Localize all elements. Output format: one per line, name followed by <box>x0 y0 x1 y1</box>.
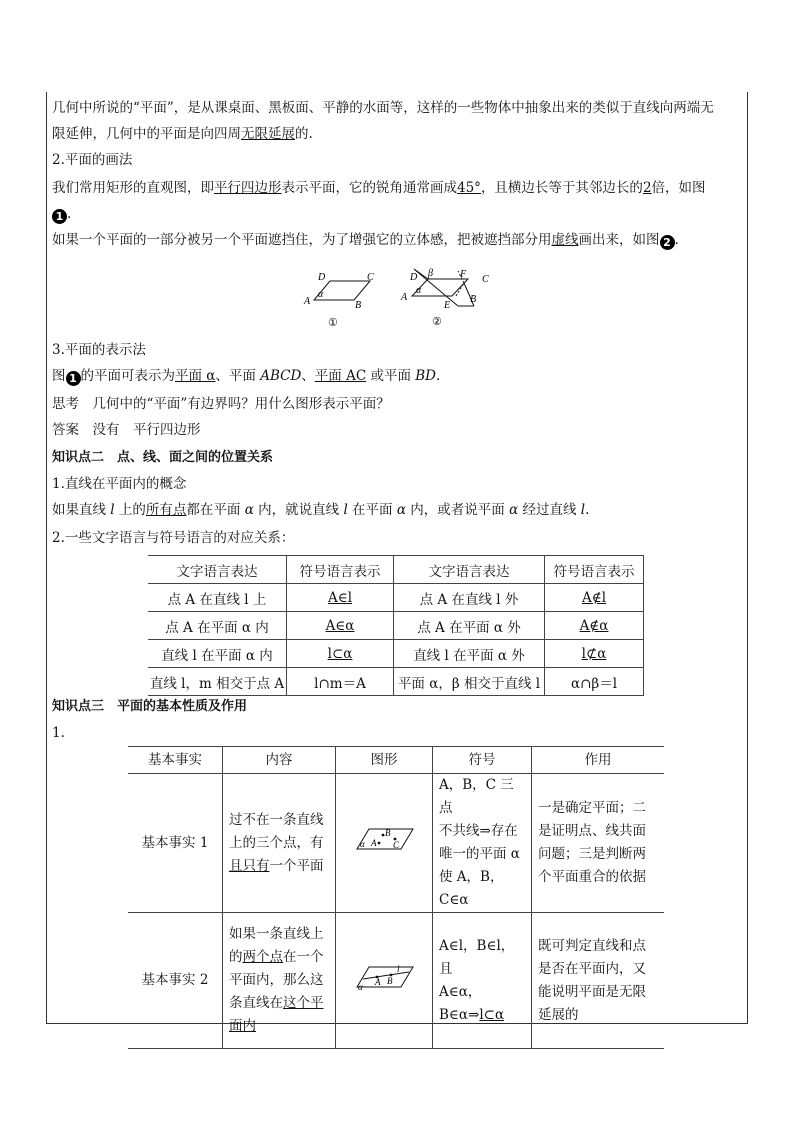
table-row: 点 A 在直线 l 上 A∈l 点 A 在直线 l 外 A∉l <box>148 584 644 612</box>
svg-text:A: A <box>375 976 381 987</box>
table-header: 符号语言表示 <box>545 556 644 584</box>
svg-text:C: C <box>482 274 489 285</box>
intro-line-2: 限延伸，几何中的平面是向四周无限延展的. <box>52 126 313 142</box>
svg-text:α: α <box>416 285 422 296</box>
kp3-item-1: 1. <box>52 725 65 741</box>
table-header: 符号 <box>433 747 532 774</box>
figure-number-badge: 1 <box>52 209 67 224</box>
svg-text:α: α <box>358 981 363 992</box>
table-header: 基本事实 <box>128 747 223 774</box>
table-header: 符号语言表示 <box>287 556 394 584</box>
svg-text:①: ① <box>328 317 338 329</box>
kp2-item-1-text: 如果直线 l 上的所有点都在平面 α 内，就说直线 l 在平面 α 内，或者说平面 α 经过直线 l. <box>52 502 590 518</box>
table-row: 点 A 在平面 α 内 A∈α 点 A 在平面 α 外 A∉α <box>148 612 644 640</box>
figure-number-badge: 1 <box>66 371 81 386</box>
basic-fact-1-figure <box>349 821 419 857</box>
basic-fact-2-figure <box>349 959 419 995</box>
svg-text:C: C <box>393 840 400 850</box>
svg-text:B: B <box>355 300 362 311</box>
table-row: 直线 l，m 相交于点 A l∩m＝A 平面 α，β 相交于直线 l α∩β＝l <box>148 668 644 696</box>
knowledge-point-2-title: 知识点二 点、线、面之间的位置关系 <box>52 450 274 465</box>
representation-line: 图 1 的平面可表示为平面 α、平面 ABCD、平面 AC 或平面 BD. <box>52 368 441 385</box>
svg-text:D: D <box>318 272 326 283</box>
svg-text:E: E <box>444 300 451 311</box>
table-row: 基本事实 2 如果一条直线上 的两个点在一个 平面内，那么这 条直线在这个平 面内 A B l α A∈l，B∈l，且 A∈α， B∈α⇒l⊂α 既可判定直线和点 是否在平面内，又 能说明平面是无限 延展的 <box>128 913 664 1049</box>
answer-line: 答案 没有 平行四边形 <box>52 422 201 438</box>
table-header: 作用 <box>532 747 665 774</box>
figure-2 <box>398 266 498 334</box>
knowledge-point-3-title: 知识点三 平面的基本性质及作用 <box>52 699 248 714</box>
svg-text:A: A <box>304 296 311 307</box>
kp2-item-1-title: 1.直线在平面内的概念 <box>52 476 187 492</box>
table-header: 图形 <box>336 747 433 774</box>
svg-text:A: A <box>401 292 408 303</box>
svg-text:A: A <box>371 838 377 848</box>
intro-line-1: 几何中所说的“平面”，是从课桌面、黑板面、平静的水面等，这样的一些物体中抽象出来的类似于直线向两端无 <box>52 100 714 116</box>
svg-text:②: ② <box>432 316 442 328</box>
svg-text:β: β <box>428 268 433 279</box>
svg-text:B: B <box>470 294 477 305</box>
kp2-item-2-title: 2.一些文字语言与符号语言的对应关系： <box>52 530 295 546</box>
section-2-title: 2.平面的画法 <box>52 152 133 168</box>
basic-facts-table <box>128 746 664 1049</box>
symbol-language-table <box>148 555 644 696</box>
think-question: 思考 几何中的“平面”有边界吗？用什么图形表示平面？ <box>52 396 390 412</box>
figure-1 <box>298 268 388 334</box>
table-row: 直线 l 在平面 α 内 l⊂α 直线 l 在平面 α 外 l⊄α <box>148 640 644 668</box>
table-header: 内容 <box>223 747 336 774</box>
table-header: 文字语言表达 <box>148 556 287 584</box>
svg-text:α: α <box>318 289 324 300</box>
svg-text:C: C <box>367 272 374 283</box>
drawing-paragraph: 我们常用矩形的直观图，即平行四边形表示平面，它的锐角通常画成45°，且横边长等于其邻边长的2倍，如图 <box>52 180 706 196</box>
svg-text:B: B <box>387 975 393 986</box>
table-header-row <box>148 556 644 584</box>
section-3-title: 3.平面的表示法 <box>52 342 146 358</box>
svg-text:B: B <box>385 828 391 838</box>
drawing-paragraph-end: 1 . <box>52 204 71 224</box>
figure-number-badge: 2 <box>660 235 675 250</box>
svg-text:α: α <box>360 839 365 849</box>
svg-text:F: F <box>460 269 467 280</box>
table-header: 文字语言表达 <box>394 556 545 584</box>
svg-text:l: l <box>397 963 400 974</box>
table-header-row <box>128 747 664 774</box>
svg-text:D: D <box>410 272 418 283</box>
table-row: 基本事实 1 过不在一条直线 上的三个点，有 且只有一个平面 B A C α A，B，C 三点 不共线⇒存在 唯一的平面 α 使 A，B，C∈α 一是确定平面；二 是证明点、线共面 问题；三是判断两 个平面重合的依据 <box>128 774 664 913</box>
hidden-paragraph: 如果一个平面的一部分被另一个平面遮挡住，为了增强它的立体感，把被遮挡部分用虚线画出来，如图 2 . <box>52 232 679 249</box>
